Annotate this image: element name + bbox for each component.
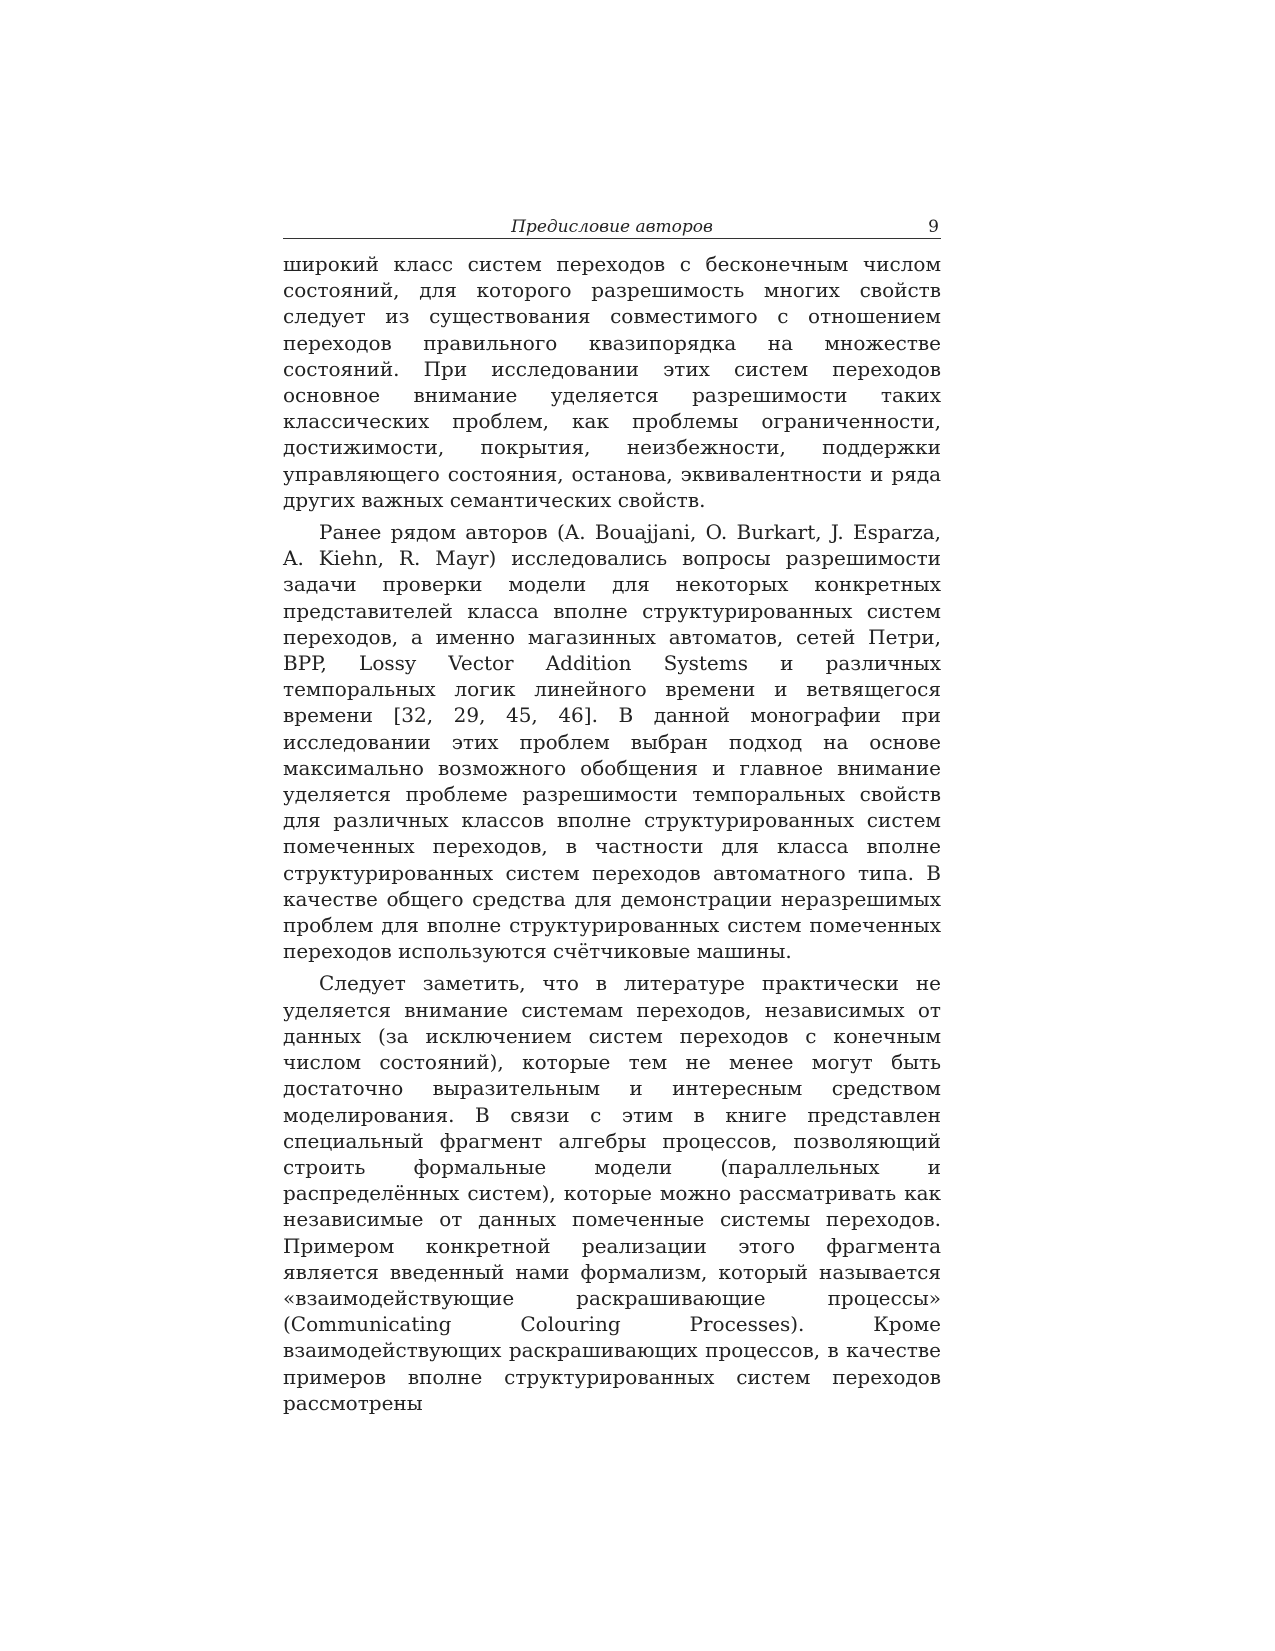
- running-header: [283, 210, 941, 239]
- paragraph-3: Следует заметить, что в литературе практически не уделяется внимание системам переходов, независимых от данных (за исключением систем переходов с конечным числом состояний), которые тем не менее могут быть достаточно выразительным и интересным средством моделирования. В связи с этим в книге представлен специальный фрагмент алгебры процессов, позволяющий строить формальные модели (параллельных и распределённых систем), которые можно рассматривать как независимые от данных помеченные системы переходов. Примером конкретной реализации этого фрагмента является введенный нами формализм, который называется «взаимодействующие раскрашивающие процессы» (Communicating Colouring Processes). Кроме взаимодействующих раскрашивающих процессов, в качестве примеров вполне структурированных систем переходов рассмотрены: [283, 971, 941, 1415]
- paragraph-2: Ранее рядом авторов (A. Bouajjani, O. Burkart, J. Esparza, A. Kiehn, R. Mayr) исследовались вопросы разрешимости задачи проверки модели для некоторых конкретных представителей класса вполне структурированных систем переходов, а именно магазинных автоматов, сетей Петри, BPP, Lossy Vector Addition Systems и различных темпоральных логик линейного времени и ветвящегося времени [32, 29, 45, 46]. В данной монографии при исследовании этих проблем выбран подход на основе максимально возможного обобщения и главное внимание уделяется проблеме разрешимости темпоральных свойств для различных классов вполне структурированных систем помеченных переходов, в частности для класса вполне структурированных систем переходов автоматного типа. В качестве общего средства для демонстрации неразрешимых проблем для вполне структурированных систем помеченных переходов используются счётчиковые машины.: [283, 520, 941, 964]
- page-number: 9: [928, 217, 939, 237]
- running-title: Предисловие авторов: [511, 217, 713, 237]
- paragraph-1: широкий класс систем переходов с бесконечным числом состояний, для которого разрешимость многих свойств следует из существования совместимого с отношением переходов правильного квазипорядка на множестве состояний. При исследовании этих систем переходов основное внимание уделяется разрешимости таких классических проблем, как проблемы ограниченности, достижимости, покрытия, неизбежности, поддержки управляющего состояния, останова, эквивалентности и ряда других важных семантических свойств.: [283, 252, 941, 512]
- body-text: [283, 251, 941, 1416]
- book-page: [283, 210, 941, 1416]
